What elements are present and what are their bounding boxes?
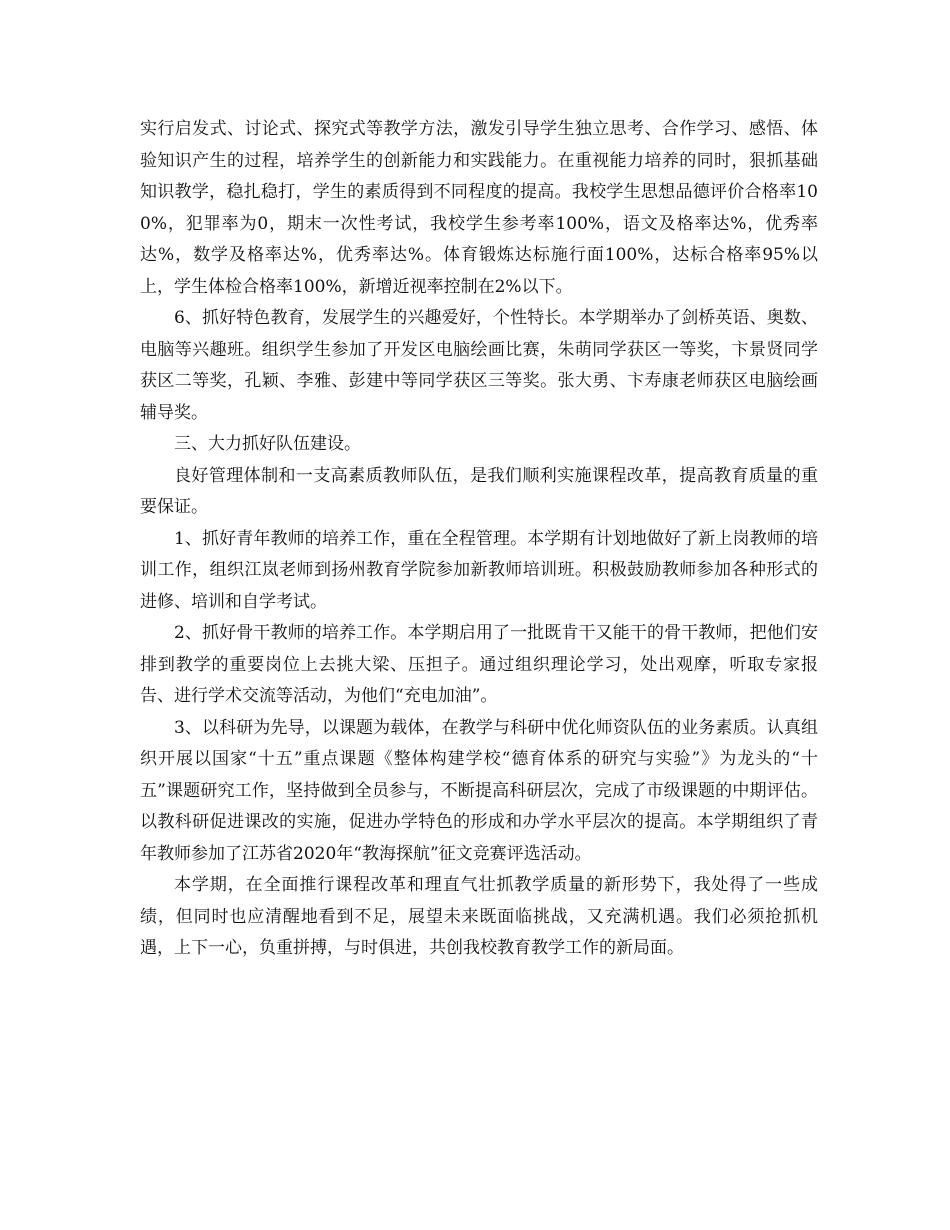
section-heading-team-building: 三、大力抓好队伍建设。 (174, 434, 361, 454)
paragraph-special-education: 6、抓好特色教育，发展学生的兴趣爱好，个性特长。本学期举办了剑桥英语、奥数、电脑等兴趣班。组织学生参加了开发区电脑绘画比赛，朱萌同学获区一等奖，卞景贤同学获区二等奖，孔颖、李雅、彭建中等同学获区三等奖。张大勇、卞寿康老师获区电脑绘画辅导奖。 (140, 308, 818, 423)
paragraph-young-teachers: 1、抓好青年教师的培养工作，重在全程管理。本学期有计划地做好了新上岗教师的培训工作，组织江岚老师到扬州教育学院参加新教师培训班。积极鼓励教师参加各种形式的进修、培训和自学考试。 (140, 528, 818, 612)
paragraph-research: 3、以科研为先导，以课题为载体，在教学与科研中优化师资队伍的业务素质。认真组织开展以国家“十五”重点课题《整体构建学校“德育体系的研究与实验”》为龙头的“十五”课题研究工作，坚持做到全员参与，不断提高科研层次，完成了市级课题的中期评估。以教科研促进课改的实施，促进办学特色的形成和办学水平层次的提高。本学期组织了青年教师参加了江苏省2020年“教海探航”征文竞赛评选活动。 (140, 717, 818, 864)
document-body (140, 114, 818, 965)
paragraph-backbone-teachers: 2、抓好骨干教师的培养工作。本学期启用了一批既肯干又能干的骨干教师，把他们安排到教学的重要岗位上去挑大梁、压担子。通过组织理论学习，处出观摩，听取专家报告、进行学术交流等活动，为他们“充电加油”。 (140, 623, 818, 706)
paragraph-teaching-methods: 实行启发式、讨论式、探究式等教学方法，激发引导学生独立思考、合作学习、感悟、体验知识产生的过程，培养学生的创新能力和实践能力。在重视能力培养的同时，狠抓基础知识教学，稳扎稳打，学生的素质得到不同程度的提高。我校学生思想品德评价合格率100%，犯罪率为0，期末一次性考试，我校学生参考率100%，语文及格率达%，优秀率达%，数学及格率达%，优秀率达%。体育锻炼达标施行面100%，达标合格率95%以上，学生体检合格率100%，新增近视率控制在2%以下。 (140, 119, 818, 297)
paragraph-conclusion: 本学期，在全面推行课程改革和理直气壮抓教学质量的新形势下，我处得了一些成绩，但同时也应清醒地看到不足，展望未来既面临挑战，又充满机遇。我们必须抢抓机遇，上下一心，负重拼搏，与时俱进，共创我校教育教学工作的新局面。 (140, 875, 818, 958)
paragraph-team-intro: 良好管理体制和一支高素质教师队伍，是我们顺利实施课程改革，提高教育质量的重要保证。 (140, 465, 818, 517)
